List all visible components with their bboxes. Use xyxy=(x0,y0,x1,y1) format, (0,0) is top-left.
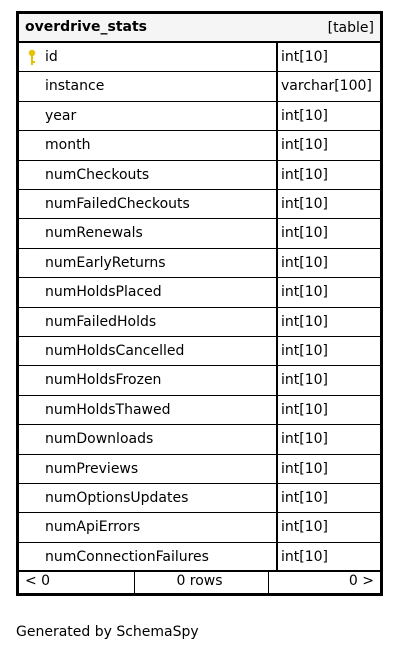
table-kind: [table] xyxy=(327,20,374,36)
table-row[interactable] xyxy=(19,455,380,484)
column-type: int[10] xyxy=(281,137,328,154)
table-row[interactable] xyxy=(19,278,380,307)
table-row[interactable] xyxy=(19,308,380,337)
generated-by-note: Generated by SchemaSpy xyxy=(16,624,199,640)
column-type: int[10] xyxy=(281,460,328,477)
column-type: int[10] xyxy=(281,519,328,536)
column-name: numDownloads xyxy=(45,431,154,448)
footer-separator xyxy=(268,572,269,593)
column-type: int[10] xyxy=(281,313,328,330)
column-name: year xyxy=(45,107,77,124)
table-name: overdrive_stats xyxy=(25,19,147,35)
column-type: int[10] xyxy=(281,284,328,301)
column-type: int[10] xyxy=(281,372,328,389)
table-row[interactable] xyxy=(19,190,380,219)
column-name: numRenewals xyxy=(45,225,143,242)
table-row[interactable] xyxy=(19,131,380,160)
table-row[interactable] xyxy=(19,102,380,131)
key-icon xyxy=(27,49,39,67)
column-type: int[10] xyxy=(281,107,328,124)
column-type: int[10] xyxy=(281,225,328,242)
column-type: int[10] xyxy=(281,548,328,565)
column-type: varchar[100] xyxy=(281,78,372,95)
column-name: numFailedCheckouts xyxy=(45,196,190,212)
column-name: numHoldsPlaced xyxy=(45,284,162,301)
table-row[interactable] xyxy=(19,337,380,366)
table-row[interactable] xyxy=(19,543,380,572)
table-row[interactable] xyxy=(19,43,380,72)
table-row[interactable] xyxy=(19,513,380,542)
table-row[interactable] xyxy=(19,161,380,190)
column-type: int[10] xyxy=(281,343,328,359)
table-row[interactable] xyxy=(19,366,380,395)
column-type: int[10] xyxy=(281,49,328,65)
column-type: int[10] xyxy=(281,401,328,418)
column-type: int[10] xyxy=(281,254,328,271)
children-count[interactable]: 0 > xyxy=(348,573,374,589)
parents-count[interactable]: < 0 xyxy=(25,573,51,589)
column-type: int[10] xyxy=(281,490,328,506)
table-row[interactable] xyxy=(19,396,380,425)
column-name: numPreviews xyxy=(45,460,139,477)
column-type: int[10] xyxy=(281,166,328,183)
column-name: numOptionsUpdates xyxy=(45,490,189,506)
table-node-overdrive-stats[interactable] xyxy=(16,11,383,596)
column-name: id xyxy=(45,49,58,65)
column-name: numCheckouts xyxy=(45,166,150,183)
table-row[interactable] xyxy=(19,249,380,278)
table-row[interactable] xyxy=(19,425,380,454)
column-name: numApiErrors xyxy=(45,519,141,536)
column-name: numHoldsThawed xyxy=(45,401,171,418)
column-name: month xyxy=(45,137,91,154)
column-name: instance xyxy=(45,78,105,95)
column-name: numHoldsFrozen xyxy=(45,372,162,389)
column-name: numConnectionFailures xyxy=(45,548,209,565)
column-name: numEarlyReturns xyxy=(45,254,166,271)
table-header xyxy=(19,14,380,43)
column-divider xyxy=(276,43,278,570)
column-type: int[10] xyxy=(281,431,328,448)
table-row[interactable] xyxy=(19,72,380,101)
table-row[interactable] xyxy=(19,484,380,513)
row-count: 0 rows xyxy=(176,573,223,589)
table-footer xyxy=(19,570,380,593)
column-name: numFailedHolds xyxy=(45,313,157,330)
column-name: numHoldsCancelled xyxy=(45,343,185,359)
column-type: int[10] xyxy=(281,196,328,212)
table-row[interactable] xyxy=(19,219,380,248)
